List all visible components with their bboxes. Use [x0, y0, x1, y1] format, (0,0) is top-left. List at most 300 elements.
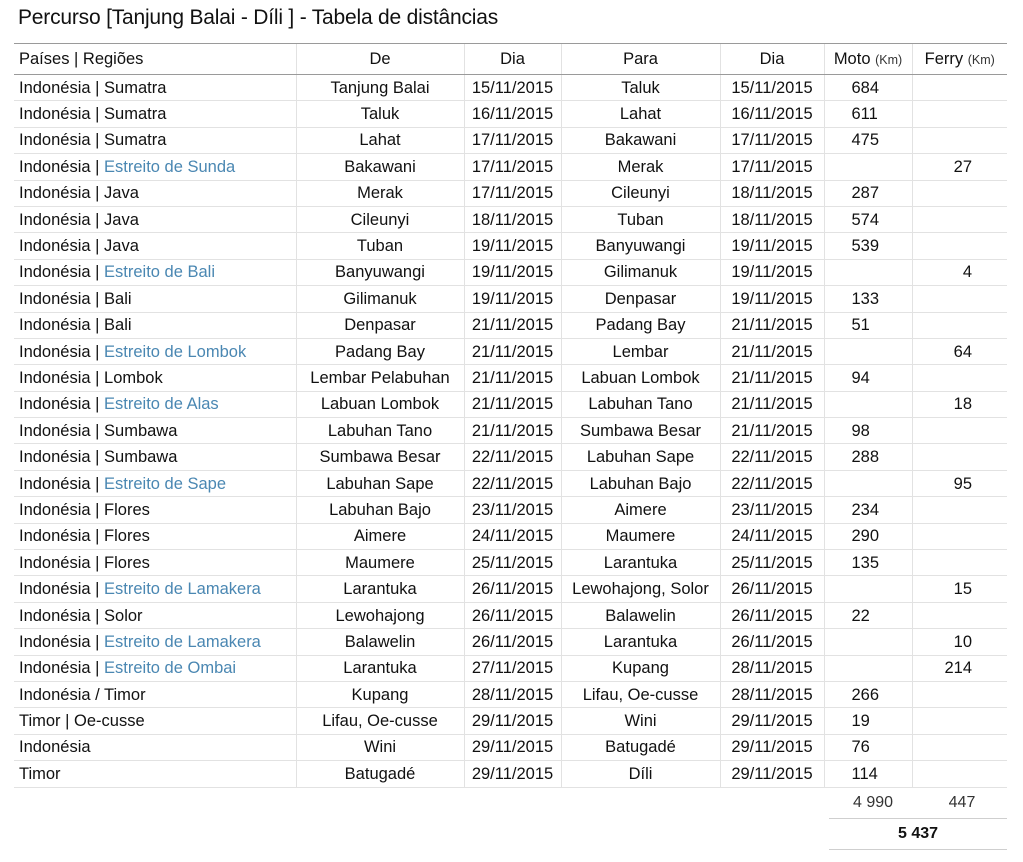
cell-moto-km: 94: [824, 365, 912, 391]
cell-to: Gilimanuk: [561, 259, 720, 285]
country-label: Indonésia: [19, 105, 91, 124]
country-label: Indonésia: [19, 632, 91, 651]
cell-ferry-km: [912, 75, 1007, 101]
cell-date-to: 26/11/2015: [720, 576, 824, 602]
strait-link[interactable]: Estreito de Alas: [104, 395, 219, 414]
cell-from: Taluk: [296, 101, 464, 127]
country-label: Indonésia: [19, 659, 91, 678]
strait-link[interactable]: Estreito de Bali: [104, 263, 216, 282]
cell-to: Labuhan Tano: [561, 391, 720, 417]
table-row: [14, 101, 1007, 127]
cell-date-from: 29/11/2015: [464, 708, 561, 734]
cell-ferry-km: [912, 365, 1007, 391]
header-moto-label: Moto: [833, 49, 871, 68]
cell-from: Sumbawa Besar: [296, 444, 464, 470]
cell-date-to: 22/11/2015: [720, 470, 824, 496]
region-separator: |: [90, 659, 105, 678]
region-separator: |: [90, 263, 105, 282]
country-label: Indonésia: [19, 263, 91, 282]
region-separator: |: [90, 553, 105, 572]
header-moto-unit: (Km): [875, 52, 903, 67]
country-label: Indonésia: [19, 500, 91, 519]
cell-to: Batugadé: [561, 734, 720, 760]
header-date-to: Dia: [720, 44, 824, 75]
header-from: De: [296, 44, 464, 75]
table-row: [14, 75, 1007, 101]
cell-ferry-km: 95: [912, 470, 1007, 496]
table-row: [14, 576, 1007, 602]
region-label: Sumbawa: [104, 448, 178, 467]
cell-moto-km: [824, 629, 912, 655]
cell-ferry-km: [912, 550, 1007, 576]
country-label: Indonésia: [19, 342, 91, 361]
table-row: [14, 761, 1007, 787]
cell-region: [14, 338, 296, 364]
header-date-from: Dia: [464, 44, 561, 75]
cell-to: Wini: [561, 708, 720, 734]
cell-ferry-km: [912, 180, 1007, 206]
cell-date-to: 21/11/2015: [720, 338, 824, 364]
cell-ferry-km: [912, 418, 1007, 444]
country-label: Indonésia: [19, 738, 91, 757]
region-separator: |: [90, 474, 105, 493]
country-label: Indonésia: [19, 580, 91, 599]
table-row: [14, 391, 1007, 417]
cell-ferry-km: [912, 761, 1007, 787]
cell-date-from: 25/11/2015: [464, 550, 561, 576]
region-label: Java: [104, 210, 139, 229]
cell-region: [14, 497, 296, 523]
cell-moto-km: [824, 154, 912, 180]
cell-to: Lewohajong, Solor: [561, 576, 720, 602]
cell-date-to: 17/11/2015: [720, 127, 824, 153]
page-title: Percurso [Tanjung Balai - Díli ] - Tabela de distâncias: [18, 6, 499, 29]
cell-to: Bakawani: [561, 127, 720, 153]
region-label: Sumbawa: [104, 421, 178, 440]
cell-date-to: 18/11/2015: [720, 180, 824, 206]
country-label: Indonésia: [19, 606, 91, 625]
cell-date-to: 16/11/2015: [720, 101, 824, 127]
cell-region: [14, 681, 296, 707]
country-label: Indonésia: [19, 237, 91, 256]
cell-from: Lewohajong: [296, 602, 464, 628]
distance-table: [14, 43, 1007, 788]
cell-ferry-km: [912, 681, 1007, 707]
cell-ferry-km: 18: [912, 391, 1007, 417]
cell-moto-km: 475: [824, 127, 912, 153]
table-row: [14, 681, 1007, 707]
cell-to: Labuan Lombok: [561, 365, 720, 391]
cell-date-from: 24/11/2015: [464, 523, 561, 549]
cell-to: Díli: [561, 761, 720, 787]
cell-date-to: 19/11/2015: [720, 259, 824, 285]
strait-link[interactable]: Estreito de Sape: [104, 474, 227, 493]
country-label: Indonésia: [19, 685, 91, 704]
cell-to: Larantuka: [561, 550, 720, 576]
cell-ferry-km: 27: [912, 154, 1007, 180]
cell-date-to: 18/11/2015: [720, 206, 824, 232]
cell-region: [14, 391, 296, 417]
table-row: [14, 655, 1007, 681]
cell-region: [14, 101, 296, 127]
country-label: Indonésia: [19, 316, 91, 335]
table-row: [14, 233, 1007, 259]
cell-date-to: 28/11/2015: [720, 655, 824, 681]
cell-moto-km: 22: [824, 602, 912, 628]
ferry-total: 447: [948, 794, 976, 811]
country-label: Indonésia: [19, 421, 91, 440]
cell-date-to: 29/11/2015: [720, 708, 824, 734]
cell-date-to: 26/11/2015: [720, 602, 824, 628]
cell-date-from: 19/11/2015: [464, 233, 561, 259]
table-row: [14, 206, 1007, 232]
header-ferry-label: Ferry: [924, 49, 964, 68]
cell-moto-km: [824, 576, 912, 602]
country-label: Indonésia: [19, 448, 91, 467]
table-row: [14, 180, 1007, 206]
cell-region: [14, 365, 296, 391]
cell-date-to: 29/11/2015: [720, 761, 824, 787]
cell-from: Merak: [296, 180, 464, 206]
cell-date-from: 26/11/2015: [464, 602, 561, 628]
cell-date-from: 16/11/2015: [464, 101, 561, 127]
cell-date-to: 21/11/2015: [720, 391, 824, 417]
cell-from: Gilimanuk: [296, 286, 464, 312]
region-separator: |: [90, 448, 105, 467]
cell-date-from: 23/11/2015: [464, 497, 561, 523]
cell-region: [14, 523, 296, 549]
cell-ferry-km: [912, 444, 1007, 470]
cell-date-to: 26/11/2015: [720, 629, 824, 655]
cell-to: Padang Bay: [561, 312, 720, 338]
region-separator: |: [90, 342, 105, 361]
cell-moto-km: 290: [824, 523, 912, 549]
cell-from: Wini: [296, 734, 464, 760]
subtotal-row: [829, 788, 1007, 819]
table-row: [14, 154, 1007, 180]
country-label: Indonésia: [19, 210, 91, 229]
cell-to: Taluk: [561, 75, 720, 101]
cell-region: [14, 761, 296, 787]
table-body: [14, 75, 1007, 788]
table-header-row: [14, 44, 1007, 75]
cell-to: Denpasar: [561, 286, 720, 312]
cell-moto-km: 76: [824, 734, 912, 760]
cell-moto-km: 611: [824, 101, 912, 127]
cell-from: Larantuka: [296, 576, 464, 602]
cell-region: [14, 180, 296, 206]
country-label: Indonésia: [19, 368, 91, 387]
cell-to: Aimere: [561, 497, 720, 523]
table-row: [14, 312, 1007, 338]
cell-date-from: 29/11/2015: [464, 761, 561, 787]
cell-ferry-km: 214: [912, 655, 1007, 681]
cell-from: Lembar Pelabuhan: [296, 365, 464, 391]
cell-date-to: 22/11/2015: [720, 444, 824, 470]
region-separator: |: [90, 105, 105, 124]
cell-from: Balawelin: [296, 629, 464, 655]
cell-date-from: 19/11/2015: [464, 286, 561, 312]
cell-moto-km: 287: [824, 180, 912, 206]
region-separator: |: [90, 421, 105, 440]
region-separator: |: [90, 395, 105, 414]
region-label: Bali: [104, 316, 132, 335]
cell-date-to: 25/11/2015: [720, 550, 824, 576]
cell-date-from: 21/11/2015: [464, 365, 561, 391]
cell-region: [14, 444, 296, 470]
cell-date-from: 27/11/2015: [464, 655, 561, 681]
country-label: Timor: [19, 764, 61, 783]
cell-from: Lifau, Oe-cusse: [296, 708, 464, 734]
table-row: [14, 497, 1007, 523]
region-separator: |: [90, 500, 105, 519]
cell-from: Denpasar: [296, 312, 464, 338]
cell-ferry-km: [912, 523, 1007, 549]
cell-date-to: 17/11/2015: [720, 154, 824, 180]
region-separator: |: [90, 606, 105, 625]
country-label: Indonésia: [19, 395, 91, 414]
region-separator: |: [90, 368, 105, 387]
region-separator: |: [90, 237, 105, 256]
cell-to: Sumbawa Besar: [561, 418, 720, 444]
cell-region: [14, 75, 296, 101]
region-separator: |: [90, 184, 105, 203]
cell-from: Maumere: [296, 550, 464, 576]
cell-moto-km: 266: [824, 681, 912, 707]
cell-region: [14, 576, 296, 602]
cell-ferry-km: [912, 602, 1007, 628]
cell-from: Labuhan Sape: [296, 470, 464, 496]
cell-region: [14, 233, 296, 259]
cell-region: [14, 708, 296, 734]
cell-ferry-km: 64: [912, 338, 1007, 364]
cell-date-from: 17/11/2015: [464, 127, 561, 153]
cell-to: Larantuka: [561, 629, 720, 655]
cell-from: Padang Bay: [296, 338, 464, 364]
strait-link[interactable]: Estreito de Lamakera: [104, 580, 261, 599]
cell-region: [14, 734, 296, 760]
region-separator: |: [90, 632, 105, 651]
cell-ferry-km: [912, 233, 1007, 259]
cell-to: Merak: [561, 154, 720, 180]
cell-from: Cileunyi: [296, 206, 464, 232]
country-label: Indonésia: [19, 157, 91, 176]
cell-from: Banyuwangi: [296, 259, 464, 285]
cell-ferry-km: [912, 734, 1007, 760]
cell-ferry-km: 10: [912, 629, 1007, 655]
country-label: Indonésia: [19, 131, 91, 150]
cell-from: Labuan Lombok: [296, 391, 464, 417]
table-row: [14, 338, 1007, 364]
table-row: [14, 286, 1007, 312]
table-row: [14, 708, 1007, 734]
cell-date-from: 18/11/2015: [464, 206, 561, 232]
cell-moto-km: [824, 391, 912, 417]
region-label: Bali: [104, 289, 132, 308]
cell-to: Lahat: [561, 101, 720, 127]
region-label: Timor: [104, 685, 146, 704]
cell-date-from: 28/11/2015: [464, 681, 561, 707]
cell-date-to: 29/11/2015: [720, 734, 824, 760]
cell-moto-km: 288: [824, 444, 912, 470]
cell-from: Lahat: [296, 127, 464, 153]
region-separator: |: [90, 527, 105, 546]
cell-from: Tanjung Balai: [296, 75, 464, 101]
country-label: Indonésia: [19, 474, 91, 493]
cell-region: [14, 312, 296, 338]
cell-moto-km: 51: [824, 312, 912, 338]
cell-region: [14, 286, 296, 312]
country-label: Indonésia: [19, 289, 91, 308]
region-separator: /: [90, 685, 105, 704]
cell-from: Tuban: [296, 233, 464, 259]
cell-moto-km: 539: [824, 233, 912, 259]
cell-region: [14, 655, 296, 681]
cell-ferry-km: [912, 127, 1007, 153]
cell-region: [14, 550, 296, 576]
cell-date-to: 21/11/2015: [720, 312, 824, 338]
cell-date-to: 21/11/2015: [720, 418, 824, 444]
cell-ferry-km: [912, 286, 1007, 312]
cell-to: Balawelin: [561, 602, 720, 628]
region-separator: |: [90, 316, 105, 335]
cell-date-from: 26/11/2015: [464, 576, 561, 602]
table-row: [14, 365, 1007, 391]
cell-ferry-km: 4: [912, 259, 1007, 285]
cell-date-to: 21/11/2015: [720, 365, 824, 391]
cell-ferry-km: [912, 708, 1007, 734]
cell-moto-km: 133: [824, 286, 912, 312]
table-row: [14, 259, 1007, 285]
header-region: Países | Regiões: [14, 44, 296, 75]
region-separator: |: [90, 289, 105, 308]
cell-moto-km: 98: [824, 418, 912, 444]
cell-to: Lembar: [561, 338, 720, 364]
cell-date-from: 17/11/2015: [464, 180, 561, 206]
region-label: Flores: [104, 527, 150, 546]
cell-ferry-km: [912, 497, 1007, 523]
cell-region: [14, 259, 296, 285]
table-row: [14, 523, 1007, 549]
cell-region: [14, 470, 296, 496]
cell-date-to: 24/11/2015: [720, 523, 824, 549]
country-label: Indonésia: [19, 527, 91, 546]
region-separator: |: [90, 210, 105, 229]
table-row: [14, 734, 1007, 760]
table-row: [14, 418, 1007, 444]
grand-total: 5 437: [829, 819, 1007, 850]
cell-date-from: 21/11/2015: [464, 312, 561, 338]
region-separator: |: [90, 78, 105, 97]
cell-date-to: 19/11/2015: [720, 286, 824, 312]
header-to: Para: [561, 44, 720, 75]
cell-moto-km: 19: [824, 708, 912, 734]
cell-region: [14, 602, 296, 628]
cell-to: Lifau, Oe-cusse: [561, 681, 720, 707]
cell-date-from: 26/11/2015: [464, 629, 561, 655]
cell-to: Labuhan Bajo: [561, 470, 720, 496]
cell-moto-km: [824, 338, 912, 364]
cell-from: Labuhan Bajo: [296, 497, 464, 523]
cell-date-to: 23/11/2015: [720, 497, 824, 523]
cell-date-from: 21/11/2015: [464, 391, 561, 417]
cell-date-from: 17/11/2015: [464, 154, 561, 180]
cell-date-from: 19/11/2015: [464, 259, 561, 285]
region-label: Solor: [104, 606, 143, 625]
cell-to: Cileunyi: [561, 180, 720, 206]
cell-date-from: 21/11/2015: [464, 338, 561, 364]
strait-link[interactable]: Estreito de Sunda: [104, 157, 236, 176]
table-row: [14, 127, 1007, 153]
cell-ferry-km: [912, 206, 1007, 232]
table-row: [14, 550, 1007, 576]
cell-date-from: 22/11/2015: [464, 470, 561, 496]
region-label: Flores: [104, 553, 150, 572]
cell-ferry-km: [912, 312, 1007, 338]
totals-block: [829, 788, 1007, 850]
strait-link[interactable]: Estreito de Lamakera: [104, 632, 261, 651]
cell-to: Banyuwangi: [561, 233, 720, 259]
region-label: Sumatra: [104, 131, 167, 150]
country-label: Indonésia: [19, 184, 91, 203]
region-label: Java: [104, 237, 139, 256]
cell-region: [14, 127, 296, 153]
cell-from: Larantuka: [296, 655, 464, 681]
cell-to: Kupang: [561, 655, 720, 681]
header-ferry-unit: (Km): [967, 52, 995, 67]
cell-from: Labuhan Tano: [296, 418, 464, 444]
cell-date-to: 19/11/2015: [720, 233, 824, 259]
country-label: Timor: [19, 712, 61, 731]
region-label: Sumatra: [104, 105, 167, 124]
cell-date-to: 28/11/2015: [720, 681, 824, 707]
header-moto: [824, 44, 912, 75]
cell-date-from: 29/11/2015: [464, 734, 561, 760]
cell-ferry-km: 15: [912, 576, 1007, 602]
cell-moto-km: 135: [824, 550, 912, 576]
cell-from: Batugadé: [296, 761, 464, 787]
strait-link[interactable]: Estreito de Ombai: [104, 659, 237, 678]
table-row: [14, 470, 1007, 496]
region-label: Lombok: [104, 368, 163, 387]
region-label: Java: [104, 184, 139, 203]
cell-moto-km: 684: [824, 75, 912, 101]
cell-moto-km: 574: [824, 206, 912, 232]
cell-moto-km: [824, 655, 912, 681]
cell-region: [14, 154, 296, 180]
cell-to: Tuban: [561, 206, 720, 232]
header-ferry: [912, 44, 1007, 75]
region-label: Oe-cusse: [74, 712, 145, 731]
cell-region: [14, 418, 296, 444]
country-label: Indonésia: [19, 553, 91, 572]
cell-from: Bakawani: [296, 154, 464, 180]
table-row: [14, 629, 1007, 655]
cell-region: [14, 206, 296, 232]
table-row: [14, 602, 1007, 628]
region-separator: |: [90, 131, 105, 150]
region-label: Sumatra: [104, 78, 167, 97]
cell-moto-km: 234: [824, 497, 912, 523]
cell-from: Aimere: [296, 523, 464, 549]
cell-to: Maumere: [561, 523, 720, 549]
cell-to: Labuhan Sape: [561, 444, 720, 470]
region-label: Flores: [104, 500, 150, 519]
cell-ferry-km: [912, 101, 1007, 127]
cell-moto-km: 114: [824, 761, 912, 787]
cell-region: [14, 629, 296, 655]
strait-link[interactable]: Estreito de Lombok: [104, 342, 247, 361]
